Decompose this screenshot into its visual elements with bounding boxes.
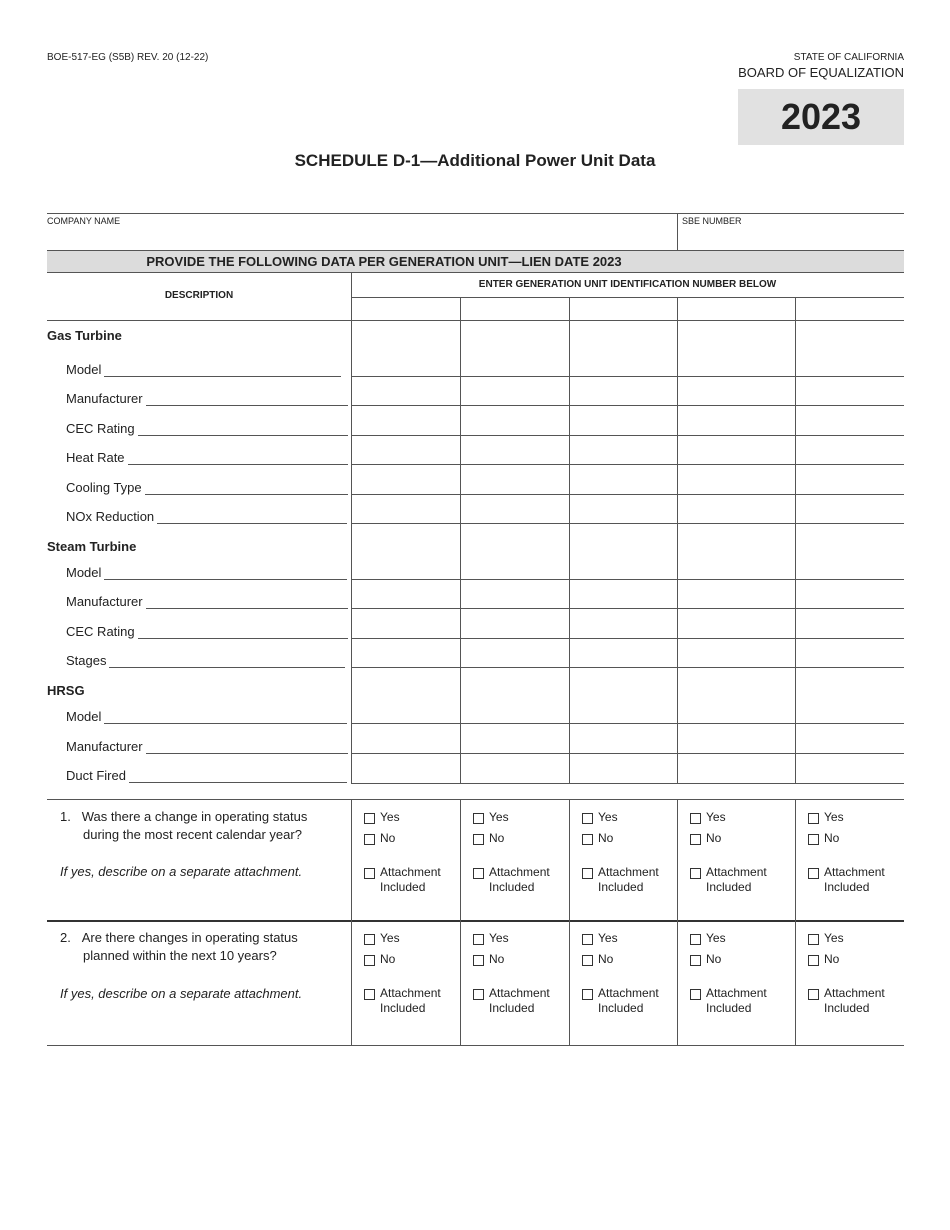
gas-turbine-row-cooling-type: Cooling Type <box>66 480 348 495</box>
unit-column-rule <box>460 297 461 784</box>
checkbox-label-line: No <box>489 952 505 966</box>
unit-data-field[interactable] <box>462 437 567 462</box>
checkbox-label <box>380 986 441 1016</box>
checkbox-label-line: Included <box>598 1001 644 1015</box>
unit-id-field[interactable] <box>462 299 567 318</box>
company-name-label: COMPANY NAME <box>47 216 121 226</box>
unit-row-rule <box>351 523 904 524</box>
unit-data-field[interactable] <box>462 525 567 577</box>
units-header-rule <box>351 297 904 298</box>
checkbox-box[interactable] <box>690 813 701 824</box>
question-column-rule <box>677 799 678 1045</box>
unit-data-field[interactable] <box>353 407 458 433</box>
unit-data-field[interactable] <box>353 581 458 606</box>
checkbox-box[interactable] <box>364 834 375 845</box>
unit-data-field[interactable] <box>462 378 567 403</box>
table-banner <box>47 250 904 273</box>
checkbox-label <box>598 986 659 1016</box>
checkbox-label-line: Included <box>380 880 426 894</box>
unit-id-field[interactable] <box>353 299 458 318</box>
checkbox-label-line: Included <box>489 880 535 894</box>
unit-data-field[interactable] <box>797 437 902 462</box>
checkbox-label <box>706 986 767 1016</box>
checkbox-label <box>706 865 767 895</box>
checkbox-box[interactable] <box>690 834 701 845</box>
unit-data-field[interactable] <box>462 640 567 665</box>
unit-column-rule <box>795 297 796 784</box>
checkbox-label <box>706 810 726 825</box>
checkbox-box[interactable] <box>364 813 375 824</box>
question-column-rule <box>460 799 461 1045</box>
question-1: 1. Was there a change in operating status during the most recent calendar year? <box>60 809 308 842</box>
hrsg-row-manufacturer: Manufacturer <box>66 739 348 754</box>
sbe-number-field[interactable] <box>682 228 902 248</box>
unit-data-field[interactable] <box>462 610 567 636</box>
checkbox-box[interactable] <box>582 834 593 845</box>
checkbox-label-line: Attachment <box>489 865 550 879</box>
unit-data-field[interactable] <box>353 640 458 665</box>
checkbox-box[interactable] <box>690 989 701 1000</box>
gas-turbine-row-cec-rating: CEC Rating <box>66 421 348 436</box>
unit-data-field[interactable] <box>679 640 793 665</box>
hrsg-row-model: Model <box>66 709 347 724</box>
unit-row-rule <box>351 723 904 724</box>
question-2-note: If yes, describe on a separate attachment. <box>60 986 303 1001</box>
steam-turbine-row-stages: Stages <box>66 653 345 668</box>
checkbox-box[interactable] <box>582 813 593 824</box>
checkbox-label-line: No <box>380 952 396 966</box>
checkbox-box[interactable] <box>473 813 484 824</box>
unit-row-rule <box>351 405 904 406</box>
unit-row-rule <box>351 667 904 668</box>
checkbox-box[interactable] <box>808 813 819 824</box>
checkbox-label <box>489 986 550 1016</box>
unit-data-field[interactable] <box>679 378 793 403</box>
unit-data-field[interactable] <box>797 322 902 374</box>
questions-top-rule <box>47 799 904 800</box>
checkbox-label-line: Yes <box>598 810 618 824</box>
checkbox-box[interactable] <box>473 834 484 845</box>
checkbox-box[interactable] <box>473 955 484 966</box>
checkbox-label <box>598 952 613 967</box>
checkbox-label <box>380 865 441 895</box>
checkbox-label <box>489 810 509 825</box>
checkbox-box[interactable] <box>582 989 593 1000</box>
unit-data-field[interactable] <box>679 755 793 781</box>
gas-turbine-row-nox-reduction: NOx Reduction <box>66 509 347 524</box>
banner-text: PROVIDE THE FOLLOWING DATA PER GENERATION UNIT—LIEN DATE 2023 <box>146 254 622 269</box>
unit-row-rule <box>351 638 904 639</box>
gas-turbine-row-manufacturer: Manufacturer <box>66 391 348 406</box>
form-id: BOE-517-EG (S5B) REV. 20 (12-22) <box>47 52 209 63</box>
unit-data-field[interactable] <box>462 725 567 751</box>
checkbox-box[interactable] <box>582 934 593 945</box>
checkbox-label-line: Yes <box>489 931 509 945</box>
question-column-rule <box>795 799 796 1045</box>
unit-data-field[interactable] <box>571 437 675 462</box>
checkbox-box[interactable] <box>808 955 819 966</box>
checkbox-label-line: Yes <box>824 810 844 824</box>
agency-board: BOARD OF EQUALIZATION <box>738 65 904 80</box>
checkbox-label <box>598 931 618 946</box>
unit-data-field[interactable] <box>571 640 675 665</box>
company-name-field[interactable] <box>47 228 675 248</box>
checkbox-label-line: Included <box>489 1001 535 1015</box>
unit-data-field[interactable] <box>797 725 902 751</box>
unit-data-field[interactable] <box>571 525 675 577</box>
unit-data-field[interactable] <box>797 407 902 433</box>
unit-data-field[interactable] <box>353 725 458 751</box>
checkbox-label-line: Included <box>824 880 870 894</box>
checkbox-box[interactable] <box>364 868 375 879</box>
checkbox-label-line: Yes <box>598 931 618 945</box>
checkbox-label-line: Included <box>706 880 752 894</box>
unit-data-field[interactable] <box>797 610 902 636</box>
checkbox-label-line: No <box>706 952 722 966</box>
checkbox-label-line: Included <box>598 880 644 894</box>
unit-row-rule <box>351 435 904 436</box>
unit-id-field[interactable] <box>571 299 675 318</box>
unit-data-field[interactable] <box>679 322 793 374</box>
unit-data-field[interactable] <box>462 581 567 606</box>
checkbox-label <box>824 865 885 895</box>
checkbox-label-line: Included <box>824 1001 870 1015</box>
unit-data-field[interactable] <box>797 466 902 492</box>
checkbox-label-line: No <box>824 831 840 845</box>
unit-data-field[interactable] <box>679 581 793 606</box>
checkbox-label <box>706 952 721 967</box>
unit-data-field[interactable] <box>353 322 458 374</box>
page-title: SCHEDULE D-1—Additional Power Unit Data <box>294 151 656 170</box>
checkbox-label-line: Yes <box>706 931 726 945</box>
unit-data-field[interactable] <box>571 378 675 403</box>
unit-column-rule <box>677 297 678 784</box>
section-steam-turbine: Steam Turbine <box>47 539 137 554</box>
unit-data-field[interactable] <box>571 581 675 606</box>
unit-row-rule <box>351 753 904 754</box>
unit-data-field[interactable] <box>679 496 793 521</box>
unit-data-field[interactable] <box>797 581 902 606</box>
unit-row-rule <box>351 783 904 784</box>
sbe-number-label: SBE NUMBER <box>682 216 742 226</box>
agency-block <box>738 52 904 80</box>
header-bottom-rule <box>47 320 904 321</box>
question-column-rule <box>569 799 570 1045</box>
unit-row-rule <box>351 608 904 609</box>
unit-row-rule <box>351 494 904 495</box>
checkbox-label <box>380 931 400 946</box>
checkbox-label-line: No <box>489 831 505 845</box>
steam-turbine-row-model: Model <box>66 565 347 580</box>
checkbox-box[interactable] <box>808 834 819 845</box>
units-header: ENTER GENERATION UNIT IDENTIFICATION NUMBER BELOW <box>478 279 777 290</box>
checkbox-box[interactable] <box>473 989 484 1000</box>
checkbox-label <box>824 831 839 846</box>
unit-data-field[interactable] <box>353 525 458 577</box>
checkbox-box[interactable] <box>808 989 819 1000</box>
unit-data-field[interactable] <box>679 525 793 577</box>
checkbox-label-line: No <box>598 952 614 966</box>
agency-state: STATE OF CALIFORNIA <box>793 52 904 63</box>
unit-row-rule <box>351 464 904 465</box>
checkbox-label-line: Yes <box>380 810 400 824</box>
unit-data-field[interactable] <box>679 610 793 636</box>
gas-turbine-row-model: Model <box>66 362 341 377</box>
hrsg-row-duct-fired: Duct Fired <box>66 768 347 783</box>
checkbox-label-line: Attachment <box>380 865 441 879</box>
unit-data-field[interactable] <box>462 466 567 492</box>
unit-data-field[interactable] <box>462 755 567 781</box>
checkbox-label <box>706 831 721 846</box>
unit-data-field[interactable] <box>353 610 458 636</box>
checkbox-label <box>598 831 613 846</box>
checkbox-label-line: Yes <box>380 931 400 945</box>
checkbox-label <box>706 931 726 946</box>
checkbox-label <box>824 810 844 825</box>
unit-id-field[interactable] <box>797 299 902 318</box>
unit-data-field[interactable] <box>462 407 567 433</box>
checkbox-label-line: Yes <box>706 810 726 824</box>
checkbox-label <box>489 931 509 946</box>
unit-data-field[interactable] <box>679 725 793 751</box>
steam-turbine-row-cec-rating: CEC Rating <box>66 624 348 639</box>
unit-data-field[interactable] <box>571 466 675 492</box>
checkbox-label-line: Attachment <box>824 865 885 879</box>
checkbox-box[interactable] <box>582 955 593 966</box>
unit-data-field[interactable] <box>353 755 458 781</box>
unit-data-field[interactable] <box>679 407 793 433</box>
unit-data-field[interactable] <box>571 407 675 433</box>
checkbox-label-line: Attachment <box>706 865 767 879</box>
question-column-rule <box>351 799 352 1045</box>
unit-data-field[interactable] <box>679 466 793 492</box>
steam-turbine-row-manufacturer: Manufacturer <box>66 594 348 609</box>
checkbox-box[interactable] <box>582 868 593 879</box>
checkbox-box[interactable] <box>473 934 484 945</box>
checkbox-label <box>598 810 618 825</box>
checkbox-label <box>380 952 395 967</box>
field-divider <box>677 213 678 250</box>
unit-data-field[interactable] <box>797 378 902 403</box>
checkbox-label <box>380 810 400 825</box>
unit-data-field[interactable] <box>797 755 902 781</box>
checkbox-label-line: Attachment <box>598 865 659 879</box>
checkbox-label <box>489 831 504 846</box>
field-top-rule <box>47 213 904 214</box>
checkbox-box[interactable] <box>364 955 375 966</box>
checkbox-box[interactable] <box>364 989 375 1000</box>
checkbox-label <box>380 831 395 846</box>
checkbox-label-line: Yes <box>824 931 844 945</box>
checkbox-box[interactable] <box>690 955 701 966</box>
unit-data-field[interactable] <box>353 466 458 492</box>
question-1-note: If yes, describe on a separate attachment. <box>60 864 303 879</box>
checkbox-label-line: Yes <box>489 810 509 824</box>
checkbox-label-line: No <box>598 831 614 845</box>
checkbox-label-line: Attachment <box>489 986 550 1000</box>
checkbox-box[interactable] <box>690 934 701 945</box>
checkbox-label-line: Included <box>380 1001 426 1015</box>
checkbox-label-line: No <box>380 831 396 845</box>
checkbox-label-line: Attachment <box>706 986 767 1000</box>
checkbox-label <box>824 931 844 946</box>
unit-data-field[interactable] <box>571 322 675 374</box>
unit-data-field[interactable] <box>797 525 902 577</box>
checkbox-label-line: Included <box>706 1001 752 1015</box>
checkbox-label-line: No <box>824 952 840 966</box>
checkbox-label-line: Attachment <box>598 986 659 1000</box>
unit-data-field[interactable] <box>571 610 675 636</box>
unit-row-rule <box>351 376 904 377</box>
unit-data-field[interactable] <box>462 669 567 721</box>
unit-data-field[interactable] <box>353 496 458 521</box>
unit-data-field[interactable] <box>571 496 675 521</box>
description-column-rule <box>351 273 352 784</box>
section-hrsg: HRSG <box>47 683 85 698</box>
unit-data-field[interactable] <box>353 378 458 403</box>
unit-data-field[interactable] <box>462 322 567 374</box>
form-year: 2023 <box>738 89 904 145</box>
gas-turbine-row-heat-rate: Heat Rate <box>66 450 348 465</box>
unit-data-field[interactable] <box>353 669 458 721</box>
unit-data-field[interactable] <box>679 669 793 721</box>
checkbox-label <box>489 952 504 967</box>
unit-data-field[interactable] <box>797 496 902 521</box>
checkbox-label-line: Attachment <box>380 986 441 1000</box>
unit-column-rule <box>569 297 570 784</box>
checkbox-label <box>598 865 659 895</box>
questions-bottom-rule <box>47 1045 904 1046</box>
checkbox-label <box>824 952 839 967</box>
unit-data-field[interactable] <box>571 755 675 781</box>
checkbox-box[interactable] <box>808 934 819 945</box>
unit-row-rule <box>351 579 904 580</box>
description-header: DESCRIPTION <box>164 290 234 301</box>
unit-data-field[interactable] <box>571 669 675 721</box>
checkbox-box[interactable] <box>690 868 701 879</box>
questions-divider <box>47 920 904 922</box>
checkbox-label-line: No <box>706 831 722 845</box>
unit-data-field[interactable] <box>679 437 793 462</box>
unit-data-field[interactable] <box>353 437 458 462</box>
section-gas-turbine: Gas Turbine <box>47 328 122 343</box>
checkbox-label <box>824 986 885 1016</box>
unit-id-field[interactable] <box>679 299 793 318</box>
unit-data-field[interactable] <box>571 725 675 751</box>
checkbox-label-line: Attachment <box>824 986 885 1000</box>
checkbox-box[interactable] <box>364 934 375 945</box>
unit-data-field[interactable] <box>797 640 902 665</box>
question-2: 2. Are there changes in operating status planned within the next 10 years? <box>60 930 298 963</box>
checkbox-box[interactable] <box>808 868 819 879</box>
checkbox-box[interactable] <box>473 868 484 879</box>
checkbox-label <box>489 865 550 895</box>
unit-data-field[interactable] <box>797 669 902 721</box>
unit-data-field[interactable] <box>462 496 567 521</box>
